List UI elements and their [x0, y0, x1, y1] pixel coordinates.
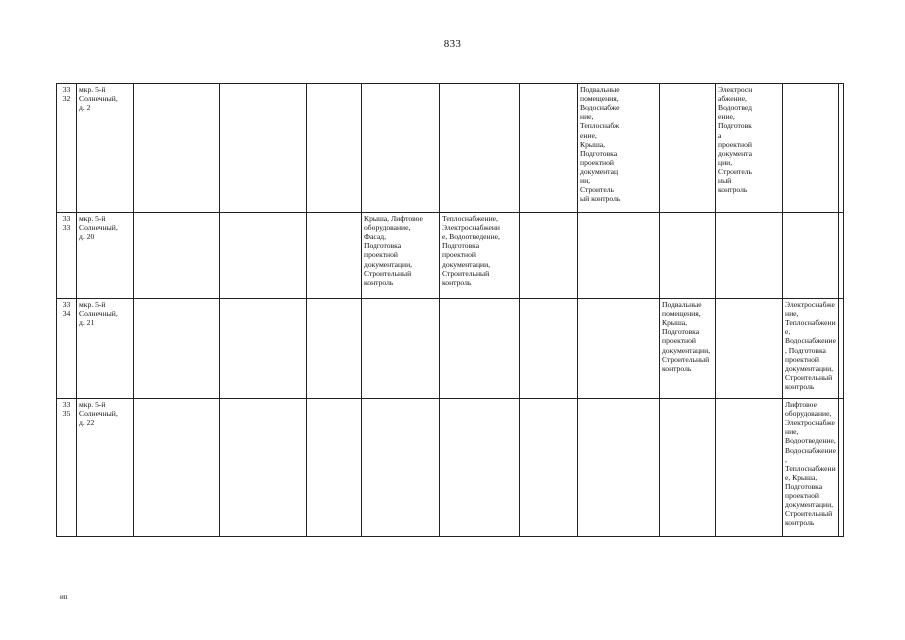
works-table — [56, 83, 844, 537]
work-cell — [578, 399, 660, 537]
work-text: Лифтовое оборудование, Электроснабже ние, Водоотведение, Водоснабжение , Теплоснабжени е, Крыша, Подготовка проектной документации, Строительный контроль — [785, 400, 836, 528]
work-cell — [520, 399, 578, 537]
footer-mark: ип — [60, 593, 68, 601]
work-cell — [134, 399, 220, 537]
work-cell — [134, 213, 220, 299]
work-cell — [520, 213, 578, 299]
work-cell — [783, 399, 839, 537]
work-text: Электросн абжение, Водоотвед ение, Подготовк а проектной документа ции, Строитель ный контроль — [718, 85, 753, 195]
work-cell — [716, 399, 783, 537]
work-cell — [440, 299, 520, 399]
work-cell — [660, 213, 716, 299]
work-cell — [839, 213, 844, 299]
address-text: мкр. 5-й Солнечный, д. 2 — [79, 85, 118, 113]
row-number-cell — [57, 399, 77, 537]
work-cell — [783, 84, 839, 213]
work-cell — [220, 84, 307, 213]
work-text: Подвальные помещения, Крыша, Подготовка проектной документации, Строительный контроль — [662, 300, 711, 373]
work-cell — [716, 84, 783, 213]
work-cell — [307, 84, 362, 213]
work-cell — [440, 399, 520, 537]
work-cell — [134, 84, 220, 213]
row-number: 33 34 — [62, 300, 71, 319]
address-cell — [77, 399, 134, 537]
row-number: 33 35 — [62, 400, 71, 419]
work-cell — [520, 299, 578, 399]
work-cell — [220, 399, 307, 537]
work-cell — [134, 299, 220, 399]
page-number: 833 — [443, 38, 462, 50]
work-cell — [307, 213, 362, 299]
row-number-cell — [57, 84, 77, 213]
work-cell — [839, 299, 844, 399]
work-cell — [660, 299, 716, 399]
work-cell — [362, 399, 440, 537]
address-text: мкр. 5-й Солнечный, д. 20 — [79, 214, 118, 242]
work-cell — [440, 213, 520, 299]
work-cell — [220, 213, 307, 299]
work-text: Подвальные помещения, Водоснабже ние, Теплоснабж ение, Крыша, Подготовка проектной документац ии, Строитель ый контроль — [580, 85, 621, 204]
work-cell — [307, 399, 362, 537]
work-cell — [578, 299, 660, 399]
address-cell — [77, 84, 134, 213]
address-cell — [77, 213, 134, 299]
work-cell — [839, 399, 844, 537]
work-cell — [716, 213, 783, 299]
table-row — [57, 399, 844, 537]
table-row — [57, 84, 844, 213]
work-cell — [362, 299, 440, 399]
work-cell — [362, 84, 440, 213]
table-row — [57, 299, 844, 399]
work-cell — [362, 213, 440, 299]
work-cell — [578, 84, 660, 213]
work-cell — [660, 399, 716, 537]
work-cell — [839, 84, 844, 213]
work-text: Теплоснабжение, Электроснабжени е, Водоотведение, Подготовка проектной документации, Строительный контроль — [442, 214, 500, 287]
address-cell — [77, 299, 134, 399]
work-cell — [578, 213, 660, 299]
row-number-cell — [57, 299, 77, 399]
work-cell — [660, 84, 716, 213]
row-number: 33 32 — [62, 85, 71, 104]
work-cell — [716, 299, 783, 399]
work-cell — [307, 299, 362, 399]
row-number-cell — [57, 213, 77, 299]
address-text: мкр. 5-й Солнечный, д. 22 — [79, 400, 118, 428]
work-cell — [783, 299, 839, 399]
address-text: мкр. 5-й Солнечный, д. 21 — [79, 300, 118, 328]
table-row — [57, 213, 844, 299]
work-text: Электроснабже ние, Теплоснабжени е, Водоснабжение , Подготовка проектной документации, Строительный контроль — [785, 300, 836, 391]
work-cell — [440, 84, 520, 213]
work-cell — [220, 299, 307, 399]
work-text: Крыша, Лифтовое оборудование, Фасад, Подготовка проектной документации, Строительный контроль — [364, 214, 423, 287]
work-cell — [520, 84, 578, 213]
work-cell — [783, 213, 839, 299]
row-number: 33 33 — [62, 214, 71, 233]
